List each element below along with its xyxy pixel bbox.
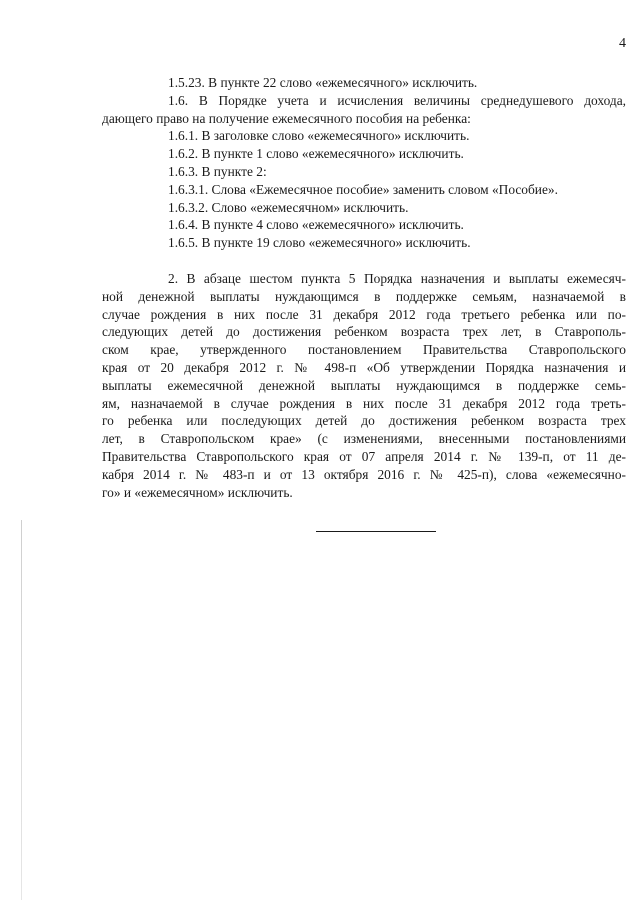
amendment-1-6-continuation: дающего право на получение ежемесячного пособия на ребенка:: [102, 110, 471, 126]
amendment-1-6-3-1: 1.6.3.1. Слова «Ежемесячное пособие» заменить словом «Пособие».: [168, 181, 558, 197]
section-2-line: ной денежной выплаты нуждающимся в поддержке семьям, назначаемой в: [102, 288, 626, 304]
section-2-line: ям, назначаемой в случае рождения в них после 31 декабря 2012 года треть-: [102, 395, 626, 411]
section-2-line: края от 20 декабря 2012 г. № 498-п «Об утверждении Порядка назначения и: [102, 359, 626, 375]
amendment-1-5-23: 1.5.23. В пункте 22 слово «ежемесячного» исключить.: [168, 75, 478, 90]
amendment-1-6-3-2: 1.6.3.2. Слово «ежемесячном» исключить.: [168, 199, 409, 215]
amendment-1-6-3: 1.6.3. В пункте 2:: [168, 163, 267, 179]
section-2-paragraph: [102, 270, 626, 501]
section-2-line: лет, в Ставропольском крае» (с изменениями, внесенными постановлениями: [102, 431, 626, 447]
amendment-1-6-1: 1.6.1. В заголовке слово «ежемесячного» исключить.: [168, 128, 470, 144]
section-2-line: го» и «ежемесячном» исключить.: [102, 484, 293, 500]
scan-edge-mark: [21, 520, 22, 900]
section-2-line: выплаты ежемесячной денежной выплаты нуждающимся в поддержке семь-: [102, 377, 626, 393]
section-2-line: следующих детей до достижения ребенком возраста трех лет, в Ставрополь-: [102, 324, 626, 340]
page-number: 4: [619, 36, 626, 51]
document-body: [102, 74, 626, 501]
paragraph-gap: [102, 252, 626, 270]
amendment-1-6-5: 1.6.5. В пункте 19 слово «ежемесячного» исключить.: [168, 235, 471, 251]
section-2-line: случае рождения в них после 31 декабря 2012 года третьего ребенка или по-: [102, 306, 626, 322]
section-2-line: ском крае, утвержденного постановлением Правительства Ставропольского: [102, 342, 626, 358]
amendment-1-6: 1.6. В Порядке учета и исчисления величины среднедушевого дохода,: [168, 92, 626, 108]
closing-separator-line: [316, 531, 436, 532]
amendment-1-6-4: 1.6.4. В пункте 4 слово «ежемесячного» исключить.: [168, 217, 464, 233]
section-2-line: го ребенка или последующих детей до достижения ребенком возраста трех: [102, 413, 626, 429]
section-2-line: 2. В абзаце шестом пункта 5 Порядка назначения и выплаты ежемесяч-: [168, 270, 626, 286]
section-2-line: Правительства Ставропольского края от 07 апреля 2014 г. № 139-п, от 11 де-: [102, 448, 626, 464]
section-2-line: кабря 2014 г. № 483-п и от 13 октября 2016 г. № 425-п), слова «ежемесячно-: [102, 466, 626, 482]
amendment-1-6-2: 1.6.2. В пункте 1 слово «ежемесячного» исключить.: [168, 146, 464, 162]
